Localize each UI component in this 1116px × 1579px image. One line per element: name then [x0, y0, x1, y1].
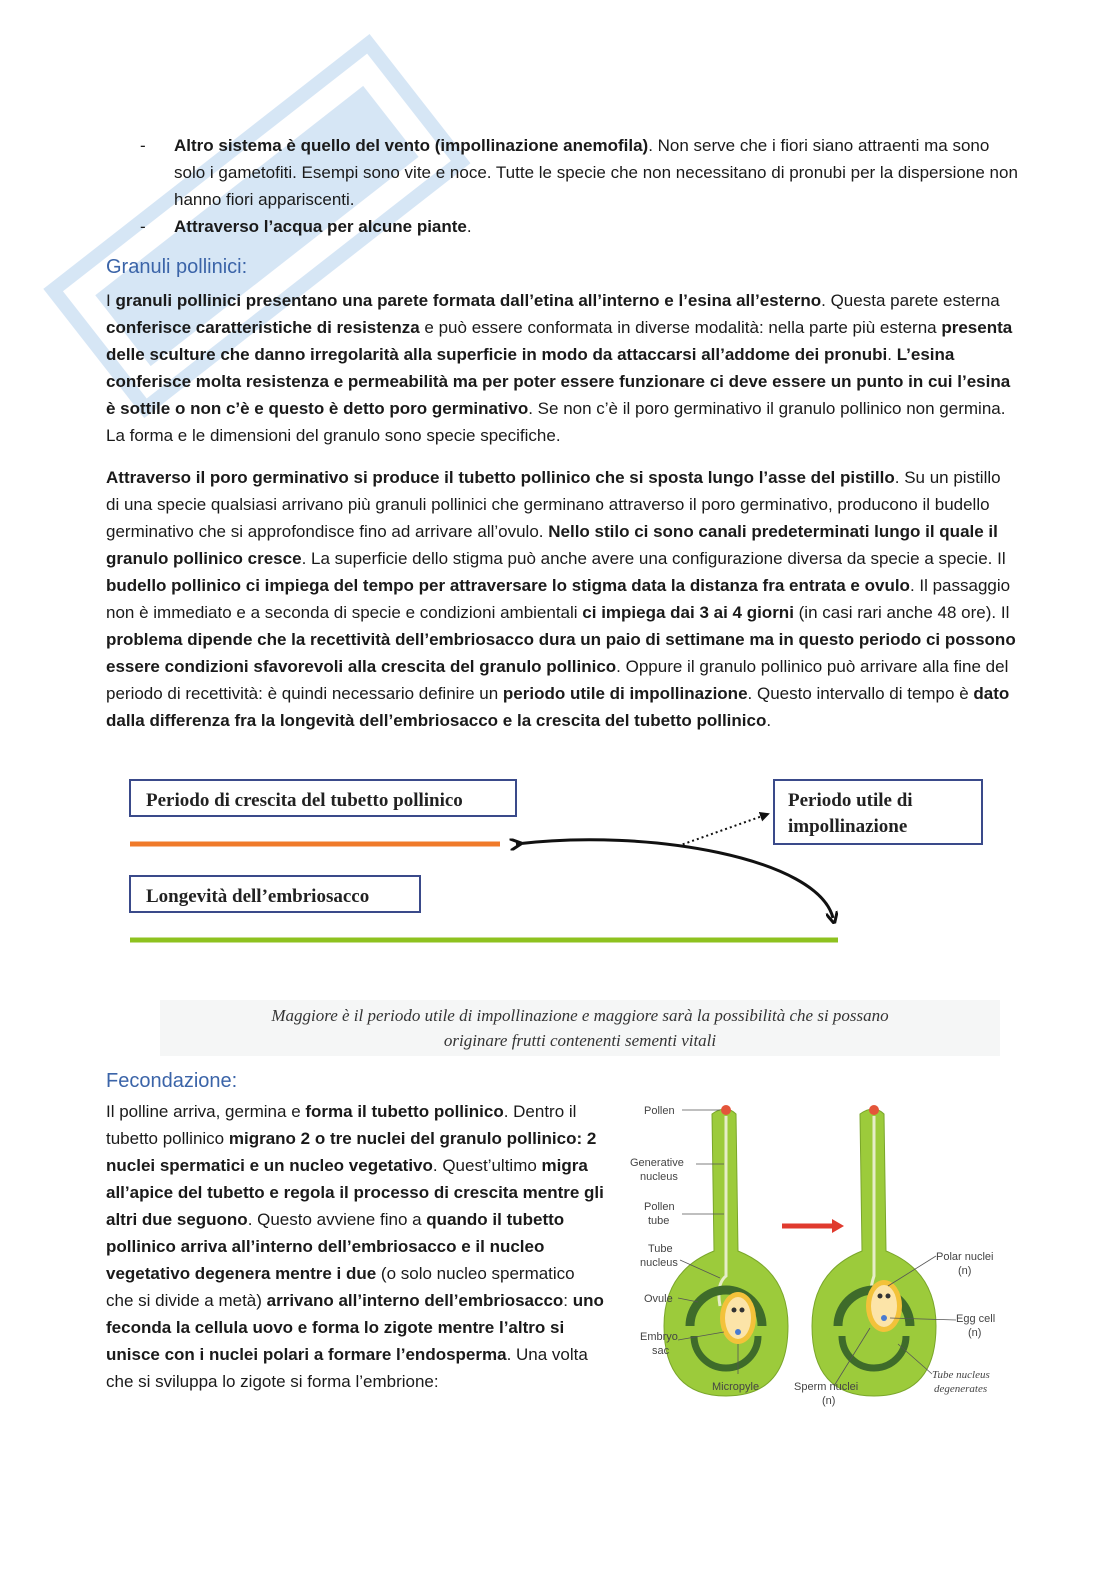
text-run: e può essere conformata in diverse modalità: nella parte più esterna	[419, 318, 942, 337]
bullet-text: . Non serve che i fiori siano attraenti ma sono solo i gametofiti. Esempi sono vite e noce. Tutte le specie che non necessitano di pronubi per la dispersione non hanno fiori appariscenti.	[174, 136, 1018, 209]
text-run: . Una volta che si sviluppa lo zigote si forma l’embrione:	[106, 1345, 588, 1391]
text-run: . Quest’ultimo	[432, 1156, 542, 1175]
text-run: . Oppure il granulo pollinico può arrivare alla fine del periodo di recettività: è quindi necessario definire un	[106, 657, 1009, 703]
label-generative-2: nucleus	[640, 1171, 678, 1183]
bullet-bold: Altro sistema è quello del vento (impollinazione anemofila)	[174, 136, 649, 155]
label-egg-n: (n)	[968, 1327, 982, 1339]
bullet-bold: Attraverso l’acqua per alcune piante	[174, 217, 467, 236]
label-ovule: Ovule	[644, 1293, 673, 1305]
label-polar-nuclei: Polar nuclei	[936, 1251, 994, 1263]
paragraph-granuli-2	[106, 464, 1016, 734]
bold-run: uno feconda la cellula uovo e forma lo zigote mentre l’altro si unisce con i nuclei polari a formare l’endosperma	[106, 1291, 604, 1364]
paragraph-granuli-1	[106, 287, 1016, 449]
useful-period-label-2: impollinazione	[788, 816, 908, 837]
text-run: . Questa parete esterna	[821, 291, 1000, 310]
text-run: . La superficie dello stigma può anche avere una configurazione diversa da specie a specie. Il	[301, 549, 1006, 568]
bold-run: conferisce caratteristiche di resistenza	[106, 318, 420, 337]
label-polar-n: (n)	[958, 1265, 972, 1277]
bold-run: dato dalla differenza fra la longevità dell’embriosacco e la crescita del tubetto pollinico	[106, 684, 1010, 730]
label-micropyle: Micropyle	[712, 1381, 760, 1393]
text-run: . Il passaggio non è immediato e a seconda di specie e condizioni ambientali	[106, 576, 1011, 622]
label-pollen: Pollen	[644, 1105, 675, 1117]
section-heading-fecondazione: Fecondazione:	[106, 1070, 238, 1092]
caption-line-1: Maggiore è il periodo utile di impollinazione e maggiore sarà la possibilità che si possano	[271, 1006, 889, 1025]
list-item: - Attraverso l’acqua per alcune piante.	[140, 217, 472, 236]
label-tube-nucleus-2: nucleus	[640, 1257, 678, 1269]
longevity-label: Longevità dell’embriosacco	[146, 886, 370, 907]
pistil-left	[664, 1105, 788, 1396]
bold-run: forma il tubetto pollinico	[305, 1102, 504, 1121]
label-sperm-nuclei: Sperm nuclei	[794, 1381, 859, 1393]
text-run: . Questo intervallo di tempo è	[747, 684, 974, 703]
label-embryo-sac: Embryo	[640, 1331, 678, 1343]
text-run: (in casi rari anche 48 ore). Il	[793, 603, 1010, 622]
text-run: Il polline arriva, germina e	[106, 1102, 306, 1121]
bold-run: periodo utile di impollinazione	[502, 684, 748, 703]
label-tube-degen: Tube nucleus	[932, 1369, 990, 1381]
text-run: :	[563, 1291, 573, 1310]
label-sperm-n: (n)	[822, 1395, 836, 1407]
pollen-tube-figure	[620, 1096, 1010, 1416]
bold-run: migra all’apice del tubetto e regola il processo di crescita mentre gli altri due seguono	[106, 1156, 604, 1229]
label-pollen-tube: Pollen	[644, 1201, 675, 1213]
list-item: - Altro sistema è quello del vento (impollinazione anemofila). Non serve che i fiori siano attraenti ma sono solo i gametofiti. Esempi sono vite e noce. Tutte le specie che non necessitano di pronubi per la dispersione non hanno fiori appariscenti.	[140, 136, 1018, 209]
pistil-right	[812, 1105, 936, 1396]
label-tube-nucleus: Tube	[648, 1243, 673, 1255]
bold-run: arrivano all’interno dell’embriosacco	[266, 1291, 564, 1310]
bold-run: L’esina conferisce molta resistenza e permeabilità ma per poter essere funzionare ci deve essere un punto in cui l’esina è sottile o non c’è e questo è detto poro germinativo	[106, 345, 1011, 418]
text-run: I	[106, 291, 116, 310]
bold-run: budello pollinico ci impiega del tempo per attraversare lo stigma data la distanza fra entrata e ovulo	[106, 576, 910, 595]
text-run: .	[766, 711, 772, 730]
bold-run: ci impiega dai 3 ai 4 giorni	[582, 603, 794, 622]
useful-period-label-1: Periodo utile di	[788, 790, 913, 811]
bold-run: Attraverso il poro germinativo si produce il tubetto pollinico che si sposta lungo l’asse del pistillo	[106, 468, 895, 487]
text-run: . Su un pistillo di una specie qualsiasi arrivano più granuli pollinici che germinano attraverso il poro germinativo, producono il budello germinativo che si approfondisce fino ad arrivare all’ovulo.	[106, 468, 1001, 541]
bold-run: problema dipende che la recettività dell’embriosacco dura un paio di settimane ma in questo periodo ci possono essere condizioni sfavorevoli alla crescita del granulo pollinico	[106, 630, 1016, 676]
pollination-period-diagram	[128, 778, 988, 958]
text-run: . Dentro il tubetto pollinico	[106, 1102, 577, 1148]
process-arrow-head	[832, 1219, 844, 1233]
pollen-grain	[721, 1105, 731, 1115]
bold-run: quando il tubetto pollinico arriva all’interno dell’embriosacco e il nucleo vegetativo degenera mentre i due	[106, 1210, 565, 1283]
growth-period-label: Periodo di crescita del tubetto pollinico	[146, 790, 463, 811]
bold-run: presenta delle sculture che danno irregolarità alla superficie in modo da attaccarsi all’addome dei pronubi	[106, 318, 1013, 364]
bullet-text: .	[466, 217, 472, 236]
bold-run: migrano 2 o tre nuclei del granulo pollinico: 2 nuclei spermatici e un nucleo vegetativo	[106, 1129, 597, 1175]
bold-run: granuli pollinici presentano una parete formata dall’etina all’interno e l’esina all’esterno	[115, 291, 822, 310]
double-arrow	[516, 840, 833, 918]
label-generative: Generative	[630, 1157, 684, 1169]
caption-line-2: originare frutti contenenti sementi vitali	[443, 1031, 717, 1050]
bold-run: Nello stilo ci sono canali predeterminati lungo il quale il granulo pollinico cresce	[106, 522, 998, 568]
text-run: . Se non c’è il poro germinativo il granulo pollinico non germina. La forma e le dimensioni del granulo sono specie specifiche.	[106, 399, 1006, 445]
label-egg-cell: Egg cell	[956, 1313, 996, 1325]
section-heading-granuli: Granuli pollinici:	[106, 256, 248, 278]
dotted-arrow	[678, 814, 768, 846]
label-tube-degen-2: degenerates	[934, 1383, 988, 1395]
text-run: .	[887, 345, 897, 364]
text-run: (o solo nucleo spermatico che si divide a metà)	[106, 1264, 575, 1310]
label-embryo-sac-2: sac	[652, 1345, 670, 1357]
paragraph-fecondazione	[106, 1098, 606, 1395]
diagram-caption	[160, 1000, 1000, 1056]
bullet-list	[140, 132, 1020, 240]
label-pollen-tube-2: tube	[648, 1215, 670, 1227]
text-run: . Questo avviene fino a	[247, 1210, 427, 1229]
